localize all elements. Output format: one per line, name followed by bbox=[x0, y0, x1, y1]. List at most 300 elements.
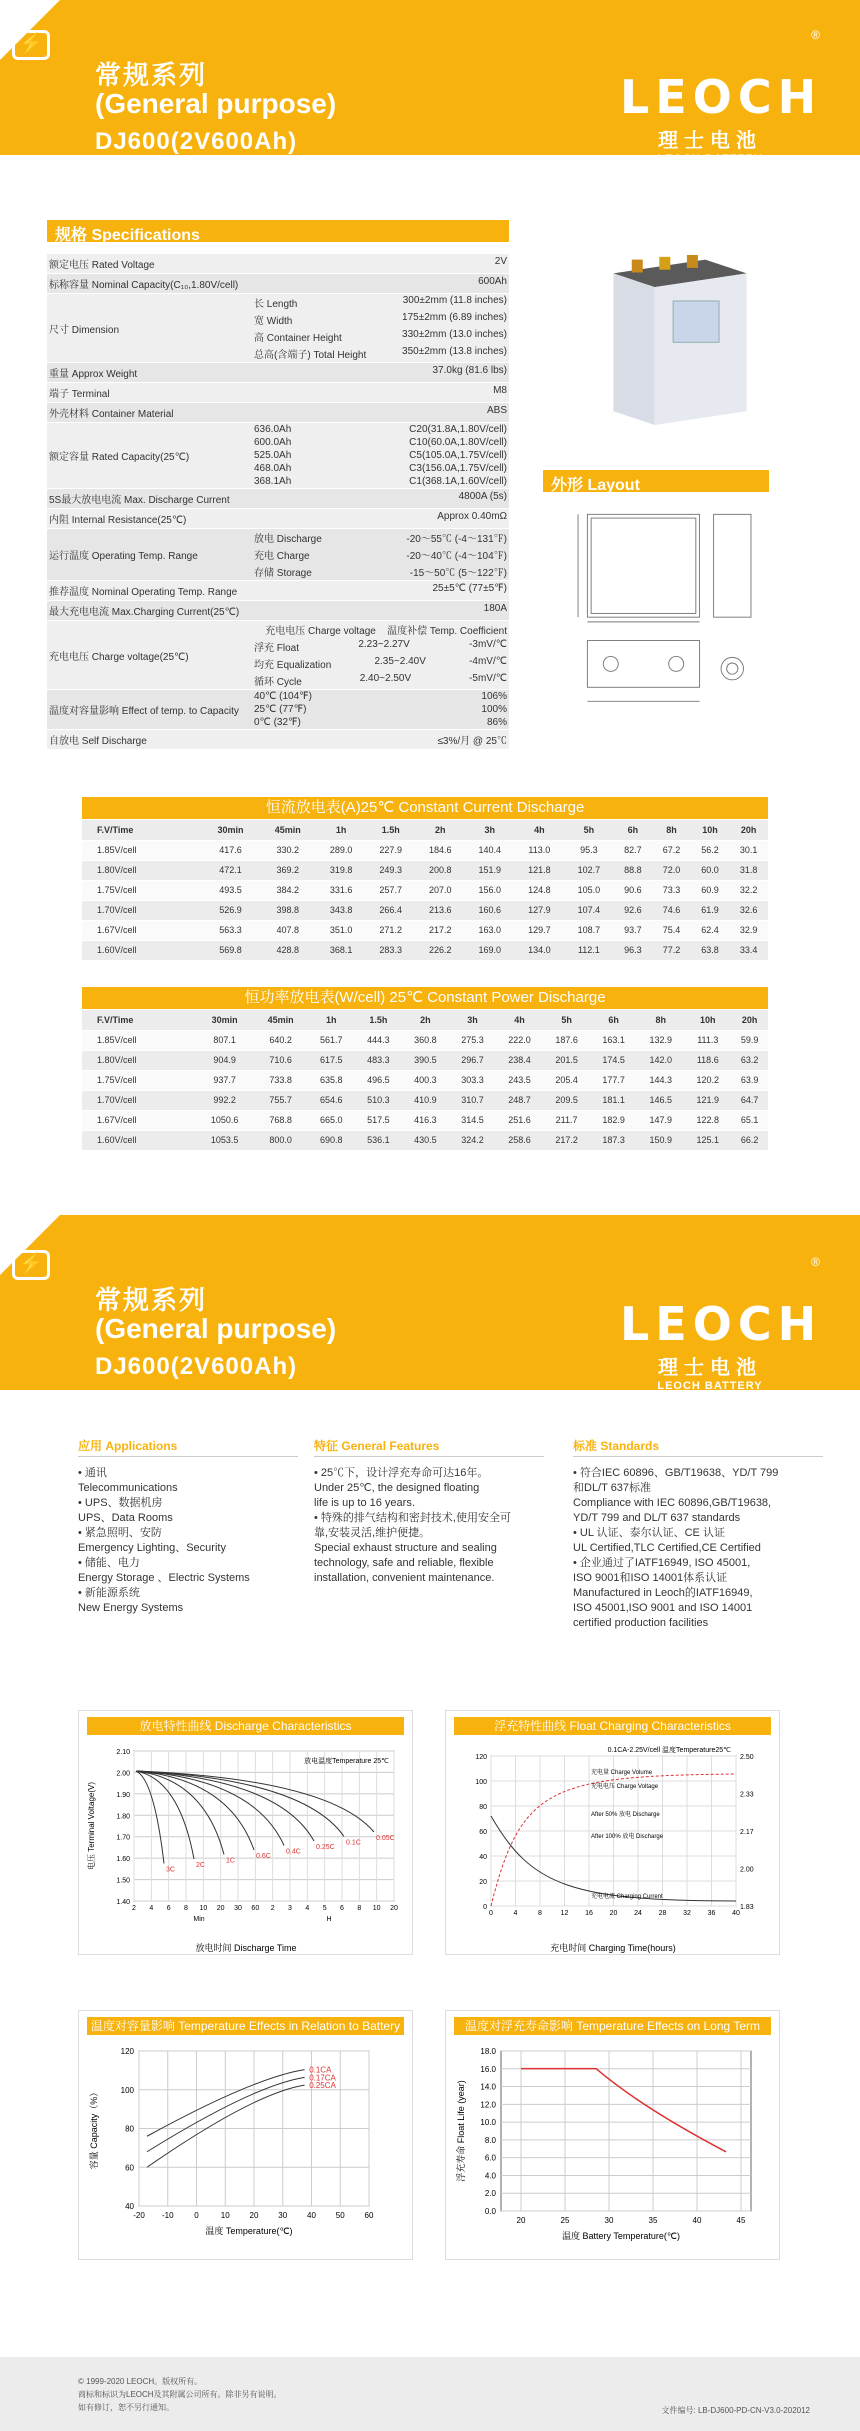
spec-cell: C10(60.0A,1.80V/cell) bbox=[409, 437, 507, 448]
spec-cell: 0℃ (32℉) bbox=[254, 717, 301, 728]
table-cell: 187.3 bbox=[590, 1130, 637, 1150]
spec-cell: 600.0Ah bbox=[254, 437, 292, 448]
x-unit-min: Min bbox=[193, 1916, 205, 1923]
y-left-tick: 100 bbox=[475, 1779, 487, 1786]
table-cell: 134.0 bbox=[515, 940, 565, 960]
table-cell: 217.2 bbox=[415, 920, 465, 940]
spec-cell: 放电 Discharge bbox=[254, 534, 322, 545]
table-cell: 398.8 bbox=[259, 900, 316, 920]
table-cell: 1.67V/cell bbox=[82, 920, 202, 940]
table-cell: 417.6 bbox=[202, 840, 259, 860]
header-cell: 6h bbox=[614, 820, 653, 840]
table-cell: 125.1 bbox=[684, 1130, 731, 1150]
plot-frame bbox=[501, 2051, 751, 2211]
table-cell: 205.4 bbox=[543, 1070, 590, 1090]
table-cell: 31.8 bbox=[729, 860, 768, 880]
spec-cell: C20(31.8A,1.80V/cell) bbox=[409, 424, 507, 435]
x-tick-label: 20 bbox=[249, 2211, 259, 2220]
list-item: Compliance with IEC 60896,GB/T19638, bbox=[573, 1497, 772, 1509]
spec-cell: 175±2mm (6.89 inches) bbox=[402, 312, 507, 323]
spec-subrow bbox=[252, 690, 509, 703]
table-cell: 96.3 bbox=[614, 940, 653, 960]
table-cell: 93.7 bbox=[614, 920, 653, 940]
list-item: 靠,安装灵活,维护便捷。 bbox=[314, 1527, 431, 1539]
table-cell: 1.85V/cell bbox=[82, 840, 202, 860]
table-cell: 296.7 bbox=[449, 1050, 496, 1070]
table-cell: 324.2 bbox=[449, 1130, 496, 1150]
y-tick-label: 4.0 bbox=[484, 2171, 496, 2181]
y-left-tick: 60 bbox=[479, 1829, 487, 1836]
list-item: • 25℃下，设计浮充寿命可达16年。 bbox=[314, 1467, 489, 1479]
spec-row bbox=[47, 363, 509, 383]
y-left-tick: 40 bbox=[479, 1854, 487, 1861]
spec-label: 额定容量 Rated Capacity(25℃) bbox=[49, 452, 190, 463]
header-cell: 4h bbox=[496, 1010, 543, 1030]
table-cell: 121.8 bbox=[515, 860, 565, 880]
x-axis-label: 充电时间 Charging Time(hours) bbox=[550, 1943, 676, 1953]
revision-note: 如有修订，恕不另行通知。 bbox=[78, 2403, 174, 2412]
spec-cell: 86% bbox=[486, 717, 507, 728]
table-row bbox=[82, 900, 768, 920]
table-cell: 61.9 bbox=[691, 900, 730, 920]
y-left-tick: 0 bbox=[483, 1904, 487, 1911]
float-life-curve bbox=[521, 2069, 726, 2152]
header-cell: 4h bbox=[515, 820, 565, 840]
y-tick-label: 80 bbox=[125, 2124, 134, 2134]
model-name-2: DJ600(2V600Ah) bbox=[95, 1353, 298, 1380]
y-tick-label: 1.40 bbox=[116, 1899, 130, 1906]
table-cell: 314.5 bbox=[449, 1110, 496, 1130]
table-cell: 271.2 bbox=[366, 920, 416, 940]
y-right-tick: 2.50 bbox=[740, 1754, 754, 1761]
table-cell: 493.5 bbox=[202, 880, 259, 900]
table-cell: 213.6 bbox=[415, 900, 465, 920]
table-row bbox=[82, 940, 768, 960]
list-item: YD/T 799 and DL/T 637 standards bbox=[573, 1512, 741, 1524]
table-cell: 251.6 bbox=[496, 1110, 543, 1130]
capacity-curve bbox=[147, 2077, 305, 2151]
curve-label: After 50% 放电 Discharge bbox=[591, 1812, 660, 1818]
y-right-tick: 1.83 bbox=[740, 1904, 754, 1911]
spec-label: 端子 Terminal bbox=[49, 389, 110, 400]
spec-cell: 高 Container Height bbox=[254, 333, 342, 344]
y-tick-label: 120 bbox=[120, 2047, 134, 2056]
table-cell: 65.1 bbox=[731, 1110, 768, 1130]
table-cell: 32.2 bbox=[729, 880, 768, 900]
spec-cell: 长 Length bbox=[254, 299, 298, 310]
spec-cell: 充电 Charge bbox=[254, 551, 310, 562]
table-cell: 140.4 bbox=[465, 840, 515, 860]
spec-cell: C5(105.0A,1.75V/cell) bbox=[409, 450, 507, 461]
table-header-row bbox=[82, 1010, 768, 1030]
spec-label: 运行温度 Operating Temp. Range bbox=[49, 551, 198, 562]
table-cell: 1053.5 bbox=[196, 1130, 254, 1150]
curve-label: 3C bbox=[166, 1866, 175, 1874]
curve-label: 0.17CA bbox=[309, 2073, 336, 2083]
copyright: © 1999-2020 LEOCH。版权所有。 bbox=[78, 2377, 203, 2386]
curve-label: 0.05C bbox=[376, 1835, 395, 1842]
chart-note: 0.1CA-2.25V/cell 温度Temperature25℃ bbox=[607, 1747, 731, 1754]
spec-subrow bbox=[252, 462, 509, 475]
list-item: Energy Storage 、Electric Systems bbox=[78, 1572, 250, 1584]
x-tick-label: 20 bbox=[516, 2216, 526, 2225]
table-cell: 112.1 bbox=[564, 940, 614, 960]
table-cell: 127.9 bbox=[515, 900, 565, 920]
spec-subrow bbox=[252, 563, 509, 580]
list-item: • 储能、电力 bbox=[78, 1557, 140, 1569]
table-cell: 150.9 bbox=[637, 1130, 684, 1150]
table-cell: 147.9 bbox=[637, 1110, 684, 1130]
table-cell: 111.3 bbox=[684, 1030, 731, 1050]
list-item: life is up to 16 years. bbox=[314, 1497, 415, 1509]
table-cell: 72.0 bbox=[652, 860, 691, 880]
spec-value: 4800A (5s) bbox=[458, 491, 507, 502]
spec-subrow bbox=[252, 529, 509, 546]
spec-table bbox=[47, 254, 509, 750]
x-axis-label: 温度 Battery Temperature(℃) bbox=[562, 2231, 680, 2241]
table-cell: 369.2 bbox=[259, 860, 316, 880]
trademark: 商标和标识为LEOCH及其附属公司所有。除非另有说明。 bbox=[78, 2390, 282, 2399]
table-cell: 62.4 bbox=[691, 920, 730, 940]
spec-cell: 循环 Cycle bbox=[254, 677, 302, 688]
table-cell: 132.9 bbox=[637, 1030, 684, 1050]
table-cell: 654.6 bbox=[308, 1090, 355, 1110]
list-item: • 通讯 bbox=[78, 1467, 107, 1479]
table-row bbox=[82, 920, 768, 940]
spec-subrow bbox=[252, 716, 509, 729]
table-row bbox=[82, 1110, 768, 1130]
spec-title: 规格 Specifications bbox=[47, 220, 509, 242]
x-tick-label: 20 bbox=[390, 1905, 398, 1912]
y-right-tick: 2.00 bbox=[740, 1866, 754, 1874]
spec-subrow bbox=[252, 621, 509, 638]
doc-number: 文件编号: LB-DJ600-PD-CN-V3.0-202012 bbox=[661, 2406, 810, 2415]
header-cell: 30min bbox=[196, 1010, 254, 1030]
x-tick-label: 10 bbox=[220, 2211, 230, 2220]
table-cell: 536.1 bbox=[355, 1130, 402, 1150]
header-cell: 10h bbox=[691, 820, 730, 840]
table-cell: 640.2 bbox=[253, 1030, 307, 1050]
table-cell: 243.5 bbox=[496, 1070, 543, 1090]
list-item: ISO 9001和ISO 14001体系认证 bbox=[573, 1572, 728, 1584]
list-item: • UL 认证、泰尔认证、CE 认证 bbox=[573, 1527, 725, 1539]
table-row bbox=[82, 1130, 768, 1150]
x-tick-label: 4 bbox=[513, 1910, 518, 1917]
table-cell: 187.6 bbox=[543, 1030, 590, 1050]
spec-cell: -5mV/℃ bbox=[469, 673, 507, 684]
header-cell: 3h bbox=[449, 1010, 496, 1030]
battery-image bbox=[595, 240, 765, 440]
features bbox=[314, 1440, 544, 1587]
x-tick-label: 60 bbox=[251, 1905, 260, 1912]
table-cell: 496.5 bbox=[355, 1070, 402, 1090]
footer bbox=[0, 2357, 860, 2431]
discharge-curve bbox=[136, 1771, 344, 1837]
list-item: Special exhaust structure and sealing bbox=[314, 1542, 497, 1554]
table-cell: 517.5 bbox=[355, 1110, 402, 1130]
spec-cell: -15～50℃ (5～122℉) bbox=[409, 568, 507, 579]
spec-value: ≤3%/月 @ 25℃ bbox=[437, 736, 507, 747]
x-tick-label: 5 bbox=[322, 1905, 327, 1912]
x-tick-label: 40 bbox=[307, 2211, 316, 2220]
y-tick-label: 2.0 bbox=[484, 2189, 496, 2199]
top-banner bbox=[0, 0, 860, 165]
curve-label: 充电量 Charge Volume bbox=[591, 1770, 653, 1776]
curve-label: 1C bbox=[226, 1857, 235, 1865]
spec-row bbox=[47, 423, 509, 489]
y-axis-label: 浮充寿命 Float Life (year) bbox=[456, 2080, 466, 2182]
discharge-chart: 放电特性曲线 Discharge Characteristics 2.10 2.00 1.90 1.80 1.70 1.60 1.50 1.40 2 4 6 8 10 20 30 60 2 3 4 5 6 8 10 20 Min H 放电温度Temperature 25℃ 放电时间 Discharge Time 电压 Terminal Voltage(V) 3C 2C 1C 0.6C 0.4C 0.25C 0.1C 0.05C bbox=[78, 1710, 413, 1955]
header-cell: 3h bbox=[465, 820, 515, 840]
discharge-curve bbox=[136, 1771, 284, 1846]
table-cell: 207.0 bbox=[415, 880, 465, 900]
table-cell: 120.2 bbox=[684, 1070, 731, 1090]
table-cell: 428.8 bbox=[259, 940, 316, 960]
table-cell: 160.6 bbox=[465, 900, 515, 920]
spec-value: 600Ah bbox=[478, 276, 507, 287]
spec-subrow bbox=[252, 638, 509, 655]
x-tick-label: 40 bbox=[732, 1910, 740, 1917]
list-item: UL Certified,TLC Certified,CE Certified bbox=[573, 1542, 761, 1554]
header-cell: 1h bbox=[308, 1010, 355, 1030]
table-cell: 710.6 bbox=[253, 1050, 307, 1070]
y-tick-label: 1.80 bbox=[116, 1813, 130, 1821]
x-tick-label: 6 bbox=[340, 1905, 344, 1912]
leoch-logo: ® LEOCH 理士电池 LEOCH BATTERY bbox=[620, 28, 823, 165]
x-tick-label: 20 bbox=[609, 1910, 618, 1917]
discharge-curve bbox=[136, 1771, 254, 1850]
x-axis-label: 温度 Temperature(℃) bbox=[205, 2226, 293, 2236]
spec-label: 尺寸 Dimension bbox=[49, 324, 120, 336]
x-tick-label: 8 bbox=[357, 1905, 362, 1912]
table-cell: 690.8 bbox=[308, 1130, 355, 1150]
y-tick-label: 0.0 bbox=[484, 2207, 496, 2216]
spec-cell: 均充 Equalization bbox=[254, 660, 332, 671]
spec-label: 内阻 Internal Resistance(25℃) bbox=[49, 515, 187, 526]
spec-row bbox=[47, 529, 509, 581]
x-tick-label: 0 bbox=[489, 1910, 493, 1917]
table-cell: 563.3 bbox=[202, 920, 259, 940]
table-cell: 258.6 bbox=[496, 1130, 543, 1150]
layout-title: 外形 Layout bbox=[543, 470, 769, 492]
series-en: (General purpose) bbox=[95, 88, 337, 119]
curve-label: 充电电流 Charging Current bbox=[591, 1894, 663, 1900]
list-item: ISO 45001,ISO 9001 and ISO 14001 bbox=[573, 1602, 753, 1614]
header-cell: 1.5h bbox=[366, 820, 416, 840]
table-cell: 163.1 bbox=[590, 1030, 637, 1050]
table-cell: 151.9 bbox=[465, 860, 515, 880]
header-cell: 2h bbox=[402, 1010, 449, 1030]
x-tick-label: 10 bbox=[372, 1905, 381, 1912]
table-cell: 617.5 bbox=[308, 1050, 355, 1070]
header-cell: 5h bbox=[543, 1010, 590, 1030]
x-tick-label: 60 bbox=[364, 2211, 374, 2220]
table-cell: 283.3 bbox=[366, 940, 416, 960]
x-tick-label: -10 bbox=[161, 2211, 174, 2220]
x-tick-label: 32 bbox=[683, 1910, 691, 1917]
leoch-logo-2: ® LEOCH 理士电池 LEOCH BATTERY bbox=[620, 1255, 823, 1392]
spec-subrow bbox=[252, 423, 509, 436]
spec-cell: 525.0Ah bbox=[254, 450, 292, 461]
spec-row bbox=[47, 621, 509, 690]
table-cell: 665.0 bbox=[308, 1110, 355, 1130]
header-cell: 10h bbox=[684, 1010, 731, 1030]
features-title: 特征 General Features bbox=[314, 1440, 544, 1457]
spec-cell: 2.40~2.50V bbox=[359, 673, 412, 684]
x-tick-label: 3 bbox=[288, 1905, 292, 1912]
x-unit-h: H bbox=[326, 1916, 332, 1923]
table-cell: 60.0 bbox=[691, 860, 730, 880]
table-cell: 1.67V/cell bbox=[82, 1110, 196, 1130]
second-banner bbox=[0, 1215, 860, 1390]
table-cell: 249.3 bbox=[366, 860, 416, 880]
table-cell: 209.5 bbox=[543, 1090, 590, 1110]
y-tick-label: 18.0 bbox=[480, 2047, 496, 2056]
table-cell: 331.6 bbox=[316, 880, 366, 900]
table-cell: 226.2 bbox=[415, 940, 465, 960]
capacity-curve bbox=[147, 2070, 305, 2137]
x-tick-label: 0 bbox=[194, 2211, 199, 2220]
spec-subrow bbox=[252, 311, 509, 328]
spec-cell: -3mV/℃ bbox=[469, 639, 507, 650]
table-cell: 63.8 bbox=[691, 940, 730, 960]
spec-label: 重量 Approx Weight bbox=[49, 369, 138, 380]
table-cell: 800.0 bbox=[253, 1130, 307, 1150]
table-cell: 330.2 bbox=[259, 840, 316, 860]
y-tick-label: 40 bbox=[125, 2202, 134, 2211]
x-tick-label: 50 bbox=[335, 2211, 345, 2220]
x-tick-label: 6 bbox=[166, 1905, 171, 1912]
spec-row bbox=[47, 403, 509, 423]
table-cell: 1050.6 bbox=[196, 1110, 254, 1130]
spec-cell: 充电电压 Charge voltage bbox=[265, 626, 376, 637]
table-row bbox=[82, 1030, 768, 1050]
spec-cell: -20～55℃ (-4～131℉) bbox=[406, 534, 507, 545]
spec-cell: 浮充 Float bbox=[254, 643, 300, 654]
spec-label: 外壳材料 Container Material bbox=[49, 409, 174, 420]
table-cell: 904.9 bbox=[196, 1050, 254, 1070]
table-cell: 266.4 bbox=[366, 900, 416, 920]
table-cell: 113.0 bbox=[515, 840, 565, 860]
list-item: installation, convenient maintenance. bbox=[314, 1572, 495, 1584]
y-left-tick: 120 bbox=[475, 1754, 487, 1761]
table-cell: 400.3 bbox=[402, 1070, 449, 1090]
spec-cell: -4mV/℃ bbox=[469, 656, 507, 667]
table-row bbox=[82, 880, 768, 900]
table-cell: 122.8 bbox=[684, 1110, 731, 1130]
table-cell: 102.7 bbox=[564, 860, 614, 880]
spec-cell: 25℃ (77℉) bbox=[254, 704, 307, 715]
spec-label: 额定电压 Rated Voltage bbox=[49, 260, 155, 271]
cp-title: 恒功率放电表(W/cell) 25℃ Constant Power Discharge bbox=[82, 987, 768, 1009]
header-cell: 45min bbox=[253, 1010, 307, 1030]
applications-title: 应用 Applications bbox=[78, 1440, 298, 1457]
table-cell: 59.9 bbox=[731, 1030, 768, 1050]
table-cell: 1.75V/cell bbox=[82, 880, 202, 900]
table-cell: 90.6 bbox=[614, 880, 653, 900]
spec-value: 2V bbox=[494, 256, 507, 267]
cc-table bbox=[82, 820, 768, 961]
table-cell: 992.2 bbox=[196, 1090, 254, 1110]
spec-cell: 温度补偿 Temp. Coefficient bbox=[387, 626, 507, 637]
curve-label: 0.25C bbox=[316, 1844, 335, 1851]
standards bbox=[573, 1440, 823, 1632]
y-axis-label: 容量 Capacity（%） bbox=[89, 2087, 99, 2170]
spec-value: 37.0kg (81.6 lbs) bbox=[432, 365, 507, 376]
table-cell: 1.60V/cell bbox=[82, 940, 202, 960]
y-axis-label: 电压 Terminal Voltage(V) bbox=[87, 1781, 96, 1871]
standards-title: 标准 Standards bbox=[573, 1440, 823, 1457]
table-cell: 82.7 bbox=[614, 840, 653, 860]
table-cell: 200.8 bbox=[415, 860, 465, 880]
table-cell: 430.5 bbox=[402, 1130, 449, 1150]
spec-row bbox=[47, 690, 509, 730]
y-tick-label: 1.60 bbox=[116, 1856, 130, 1864]
table-cell: 319.8 bbox=[316, 860, 366, 880]
x-tick-label: 36 bbox=[707, 1910, 716, 1917]
list-item: • 新能源系统 bbox=[78, 1587, 140, 1599]
list-item: Manufactured in Leoch的IATF16949, bbox=[573, 1587, 753, 1599]
spec-cell: 40℃ (104℉) bbox=[254, 691, 312, 702]
curve-label: 0.1C bbox=[346, 1839, 361, 1847]
header-cell: 2h bbox=[415, 820, 465, 840]
table-cell: 368.1 bbox=[316, 940, 366, 960]
y-tick-label: 1.70 bbox=[116, 1834, 130, 1842]
table-cell: 289.0 bbox=[316, 840, 366, 860]
table-cell: 169.0 bbox=[465, 940, 515, 960]
table-cell: 444.3 bbox=[355, 1030, 402, 1050]
table-cell: 156.0 bbox=[465, 880, 515, 900]
table-cell: 63.9 bbox=[731, 1070, 768, 1090]
model-name: DJ600(2V600Ah) bbox=[95, 128, 298, 155]
x-tick-label: 30 bbox=[278, 2211, 288, 2220]
discharge-curve bbox=[136, 1771, 164, 1864]
table-cell: 129.7 bbox=[515, 920, 565, 940]
list-item: • 企业通过了IATF16949, ISO 45001, bbox=[573, 1557, 751, 1569]
table-cell: 1.70V/cell bbox=[82, 900, 202, 920]
spec-subrow bbox=[252, 436, 509, 449]
table-cell: 407.8 bbox=[259, 920, 316, 940]
table-cell: 74.6 bbox=[652, 900, 691, 920]
curve-label: 充电电压 Charge Voltage bbox=[591, 1784, 659, 1790]
battery-icon: ⚡ bbox=[12, 30, 50, 60]
header-cell: 30min bbox=[202, 820, 259, 840]
capacity-curve bbox=[147, 2085, 305, 2167]
table-cell: 807.1 bbox=[196, 1030, 254, 1050]
spec-cell: 2.35~2.40V bbox=[374, 656, 426, 667]
list-item: New Energy Systems bbox=[78, 1602, 184, 1614]
table-cell: 32.6 bbox=[729, 900, 768, 920]
x-axis-label: 放电时间 Discharge Time bbox=[195, 1943, 297, 1953]
x-tick-label: 35 bbox=[648, 2216, 658, 2225]
y-tick-label: 12.0 bbox=[480, 2100, 496, 2110]
list-item: • 紧急照明、安防 bbox=[78, 1527, 162, 1539]
series-en-2: (General purpose) bbox=[95, 1313, 337, 1344]
list-item: UPS、Data Rooms bbox=[78, 1512, 173, 1524]
spec-label: 最大充电电流 Max.Charging Current(25℃) bbox=[49, 607, 240, 618]
float-chart: 浮充特性曲线 Float Charging Characteristics 120 100 80 60 40 20 0 2.50 2.33 2.17 2.00 1.83 0 4 8 12 16 20 24 28 32 36 40 0.1CA-2.25V/cell 温度Temperature25℃ 充电时间 Charging Time(hours) 充电量 Charge Volume 充电电压 Charge Voltage After 50% 放电 Discharge After 100% 放电 Discharge 充电电流 Charging Current bbox=[445, 1710, 780, 1955]
header-cell: 45min bbox=[259, 820, 316, 840]
table-cell: 201.5 bbox=[543, 1050, 590, 1070]
table-cell: 64.7 bbox=[731, 1090, 768, 1110]
list-item: Telecommunications bbox=[78, 1482, 178, 1494]
spec-label: 推荐温度 Nominal Operating Temp. Range bbox=[49, 587, 238, 598]
table-cell: 416.3 bbox=[402, 1110, 449, 1130]
table-cell: 182.9 bbox=[590, 1110, 637, 1130]
table-cell: 768.8 bbox=[253, 1110, 307, 1130]
table-cell: 384.2 bbox=[259, 880, 316, 900]
table-row bbox=[82, 1050, 768, 1070]
